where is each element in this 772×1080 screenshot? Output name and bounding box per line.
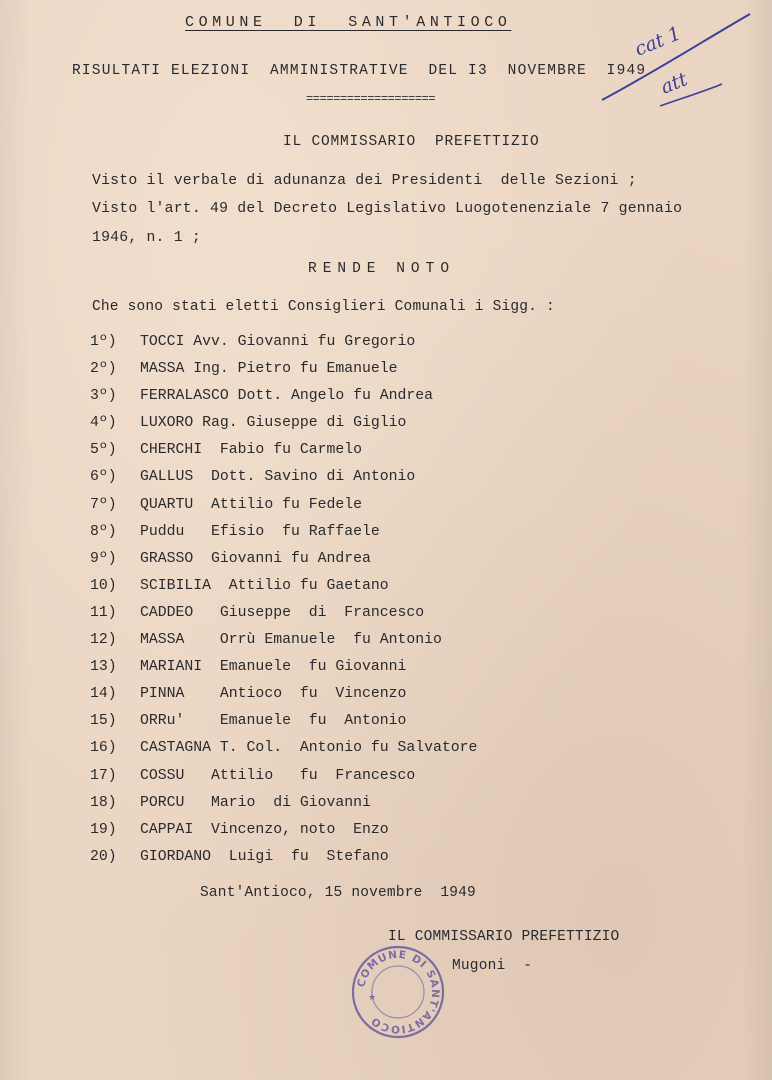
- councillor-number: 2º): [90, 361, 117, 378]
- councillor-name: SCIBILIA Attilio fu Gaetano: [140, 577, 389, 594]
- councillor-number: 3º): [90, 388, 117, 405]
- preamble-line: Visto l'art. 49 del Decreto Legislativo Luogotenenziale 7 gennaio: [92, 201, 683, 217]
- councillor-name: CADDEO Giuseppe di Francesco: [140, 604, 425, 621]
- councillor-number: 14): [90, 686, 117, 703]
- elected-councillor-row: [90, 795, 477, 822]
- councillor-name: FERRALASCO Dott. Angelo fu Andrea: [140, 388, 434, 405]
- councillor-name: CAPPAI Vincenzo, noto Enzo: [140, 821, 389, 838]
- councillor-name: Puddu Efisio fu Raffaele: [140, 523, 380, 540]
- councillor-name: PORCU Mario di Giovanni: [140, 794, 371, 811]
- elected-councillor-row: [90, 469, 477, 496]
- councillor-number: 16): [90, 740, 117, 757]
- elected-councillor-row: [90, 740, 477, 767]
- svg-text:cat 1: cat 1: [631, 22, 685, 61]
- elected-councillors-list: [90, 334, 477, 876]
- councillor-name: PINNA Antioco fu Vincenzo: [140, 686, 407, 703]
- elected-councillor-row: [90, 497, 477, 524]
- councillor-name: CASTAGNA T. Col. Antonio fu Salvatore: [140, 740, 478, 757]
- councillor-number: 12): [90, 632, 117, 649]
- councillor-name: COSSU Attilio fu Francesco: [140, 767, 416, 784]
- elected-councillor-row: [90, 361, 477, 388]
- councillor-name: ORRu' Emanuele fu Antonio: [140, 713, 407, 730]
- place-and-date: Sant'Antioco, 15 novembre 1949: [200, 885, 476, 901]
- councillor-number: 18): [90, 794, 117, 811]
- councillor-name: CHERCHI Fabio fu Carmelo: [140, 442, 362, 459]
- councillor-name: GALLUS Dott. Savino di Antonio: [140, 469, 416, 486]
- councillor-name: MASSA Ing. Pietro fu Emanuele: [140, 361, 398, 378]
- elected-councillor-row: [90, 551, 477, 578]
- signature-name: Mugoni -: [452, 958, 533, 974]
- preamble-line: Visto il verbale di adunanza dei Presidenti delle Sezioni ;: [92, 173, 637, 189]
- councillor-number: 19): [90, 821, 117, 838]
- councillor-number: 17): [90, 767, 117, 784]
- svg-text:★: ★: [368, 993, 377, 1003]
- elected-councillor-row: [90, 524, 477, 551]
- councillor-name: GRASSO Giovanni fu Andrea: [140, 550, 371, 567]
- councillor-number: 11): [90, 604, 117, 621]
- elected-councillor-row: [90, 713, 477, 740]
- councillor-number: 13): [90, 659, 117, 676]
- councillor-name: MARIANI Emanuele fu Giovanni: [140, 659, 407, 676]
- signature-title: IL COMMISSARIO PREFETTIZIO: [388, 929, 620, 945]
- councillor-number: 15): [90, 713, 117, 730]
- election-results-subtitle: RISULTATI ELEZIONI AMMINISTRATIVE DEL I3 NOVEMBRE I949: [72, 63, 647, 79]
- councillor-number: 8º): [90, 523, 117, 540]
- preamble-line: 1946, n. 1 ;: [92, 230, 201, 246]
- councillor-number: 5º): [90, 442, 117, 459]
- elected-councillor-row: [90, 388, 477, 415]
- elected-councillor-row: [90, 334, 477, 361]
- elected-councillor-row: [90, 442, 477, 469]
- councillor-number: 1º): [90, 334, 117, 350]
- elected-councillor-row: [90, 768, 477, 795]
- elected-councillor-row: [90, 686, 477, 713]
- councillor-name: QUARTU Attilio fu Fedele: [140, 496, 362, 513]
- councillor-name: TOCCI Avv. Giovanni fu Gregorio: [140, 334, 416, 350]
- svg-text:COMUNE DI SANT'ANTIOCO: COMUNE DI SANT'ANTIOCO: [355, 948, 442, 1036]
- councillor-number: 10): [90, 577, 117, 594]
- councillor-number: 9º): [90, 550, 117, 567]
- elected-councillor-row: [90, 605, 477, 632]
- elected-councillor-row: [90, 578, 477, 605]
- elected-councillor-row: [90, 822, 477, 849]
- councillor-name: MASSA Orrù Emanuele fu Antonio: [140, 632, 442, 649]
- councillor-number: 6º): [90, 469, 117, 486]
- councillor-number: 4º): [90, 415, 117, 432]
- councillor-number: 20): [90, 848, 117, 865]
- elected-councillor-row: [90, 632, 477, 659]
- councillor-number: 7º): [90, 496, 117, 513]
- elected-councillor-row: [90, 415, 477, 442]
- municipality-heading: COMUNE DI SANT'ANTIOCO: [185, 14, 512, 31]
- separator-line: ===================: [306, 92, 436, 106]
- svg-text:att: att: [657, 68, 691, 99]
- municipal-stamp: [348, 942, 448, 1042]
- announcement-heading: RENDE NOTO: [308, 261, 456, 277]
- authority-heading: IL COMMISSARIO PREFETTIZIO: [283, 134, 540, 150]
- elected-councillor-row: [90, 659, 477, 686]
- councillor-name: GIORDANO Luigi fu Stefano: [140, 848, 389, 865]
- elected-intro: Che sono stati eletti Consiglieri Comunali i Sigg. :: [92, 299, 555, 315]
- elected-councillor-row: [90, 849, 477, 876]
- councillor-name: LUXORO Rag. Giuseppe di Giglio: [140, 415, 407, 432]
